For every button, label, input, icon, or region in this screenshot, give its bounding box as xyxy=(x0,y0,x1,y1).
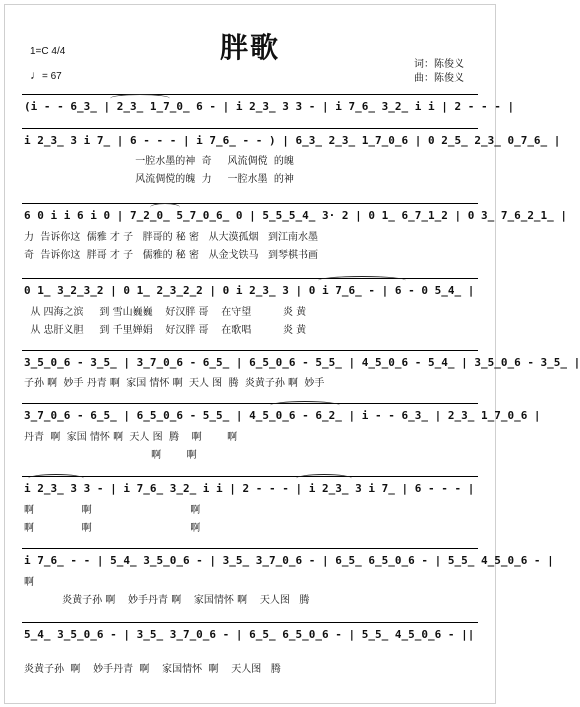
time-signature: 4/4 xyxy=(51,46,66,57)
lyric-line: 丹青 啊 家国 情怀 啊 天人 图 腾 啊 啊 xyxy=(24,432,238,443)
song-title: 胖歌 xyxy=(219,31,280,64)
staff-line xyxy=(22,403,478,404)
staff-line xyxy=(22,476,478,477)
staff-line xyxy=(22,203,478,204)
lyric-line: 风流倜傥的魄 力 一腔水墨 的神 xyxy=(24,174,294,185)
score-line-4: 0 1̲ 3̲2̲3̲2 | 0 1̲ 2̲3̲2̲2 | 0 i 2̲3̲ 3 | 0 i 7̲6̲ - | 6 - 0 5̲4̲ | xyxy=(24,284,475,297)
lyric-line: 子孙 啊 妙手 丹青 啊 家国 情怀 啊 天人 图 腾 炎黄子孙 啊 妙手 xyxy=(24,378,325,389)
lyricist-credit: 词：陈俊义 xyxy=(414,59,464,70)
lyric-line: 力 告诉你这 儒雅 才 子 胖哥的 秘 密 从大漠孤烟 到江南水墨 xyxy=(24,232,319,243)
score-line-3: 6 0 i i 6 i 0 | 7̲2̲0̲ 5̲7̲0̲6̲ 0 | 5̲5̲5̲4̲ 3· 2 | 0 1̲ 6̲7̲1̲2 | 0 3̲ 7̲6̲2̲1̲ | xyxy=(24,209,568,222)
lyric-line: 啊 啊 啊 xyxy=(24,523,201,534)
lyric-line: 从 忠肝义胆 到 千里婵娟 好汉胖 哥 在歌唱 炎 黄 xyxy=(24,325,307,336)
lyric-line: 啊 啊 xyxy=(24,450,197,461)
score-line-1: (i - - 6̲3̲ | 2̲3̲ 1̲7̲0̲ 6 - | i 2̲3̲ 3 3 - | i 7̲6̲ 3̲2̲ i i | 2 - - - | xyxy=(24,100,515,113)
lyric-line: 炎黄子孙 啊 妙手丹青 啊 家国情怀 啊 天人图 腾 xyxy=(24,664,281,675)
staff-line xyxy=(22,350,478,351)
tempo-marking xyxy=(30,68,62,82)
quarter-note-icon: ♩ xyxy=(30,68,42,82)
lyric-line: 啊 xyxy=(24,577,34,588)
lyric-line: 一腔水墨的神 奇 风流倜傥 的魄 xyxy=(24,156,294,167)
staff-line xyxy=(22,548,478,549)
score-line-8: i 7̲6̲ - - | 5̲4̲ 3̲5̲0̲6 - | 3̲5̲ 3̲7̲0̲6 - | 6̲5̲ 6̲5̲0̲6 - | 5̲5̲ 4̲5̲0̲6 - | xyxy=(24,554,554,567)
score-line-2: i 2̲3̲ 3 i 7̲ | 6 - - - | i 7̲6̲ - - ) | 6̲3̲ 2̲3̲ 1̲7̲0̲6 | 0 2̲5̲ 2̲3̲ 0̲7̲6̲ | xyxy=(24,134,561,147)
tempo-value: = 67 xyxy=(42,71,62,82)
lyric-line: 从 四海之滨 到 雪山巍巍 好汉胖 哥 在守望 炎 黄 xyxy=(24,307,307,318)
key-value: 1=C xyxy=(30,46,49,57)
key-signature xyxy=(30,46,65,57)
staff-line xyxy=(22,128,478,129)
score-line-5: 3̲5̲0̲6 - 3̲5̲ | 3̲7̲0̲6 - 6̲5̲ | 6̲5̲0̲6 - 5̲5̲ | 4̲5̲0̲6 - 5̲4̲ | 3̲5̲0̲6 - 3̲5̲ | xyxy=(24,356,580,369)
staff-line xyxy=(22,622,478,623)
lyric-line: 啊 啊 啊 xyxy=(24,505,201,516)
lyric-line: 炎黄子孙 啊 妙手丹青 啊 家国情怀 啊 天人图 腾 xyxy=(24,595,310,606)
score-line-7: i 2̲3̲ 3 3 - | i 7̲6̲ 3̲2̲ i i | 2 - - - | i 2̲3̲ 3 i 7̲ | 6 - - - | xyxy=(24,482,475,495)
lyric-line: 奇 告诉你这 胖哥 才 子 儒雅的 秘 密 从金戈铁马 到琴棋书画 xyxy=(24,250,319,261)
staff-line xyxy=(22,94,478,95)
staff-line xyxy=(22,278,478,279)
score-line-6: 3̲7̲0̲6 - 6̲5̲ | 6̲5̲0̲6 - 5̲5̲ | 4̲5̲0̲6 - 6̲2̲ | i - - 6̲3̲ | 2̲3̲ 1̲7̲0̲6 | xyxy=(24,409,541,422)
score-line-9: 5̲4̲ 3̲5̲0̲6 - | 3̲5̲ 3̲7̲0̲6 - | 6̲5̲ 6̲5̲0̲6 - | 5̲5̲ 4̲5̲0̲6 - || xyxy=(24,628,475,641)
composer-credit: 曲：陈俊义 xyxy=(414,73,464,84)
